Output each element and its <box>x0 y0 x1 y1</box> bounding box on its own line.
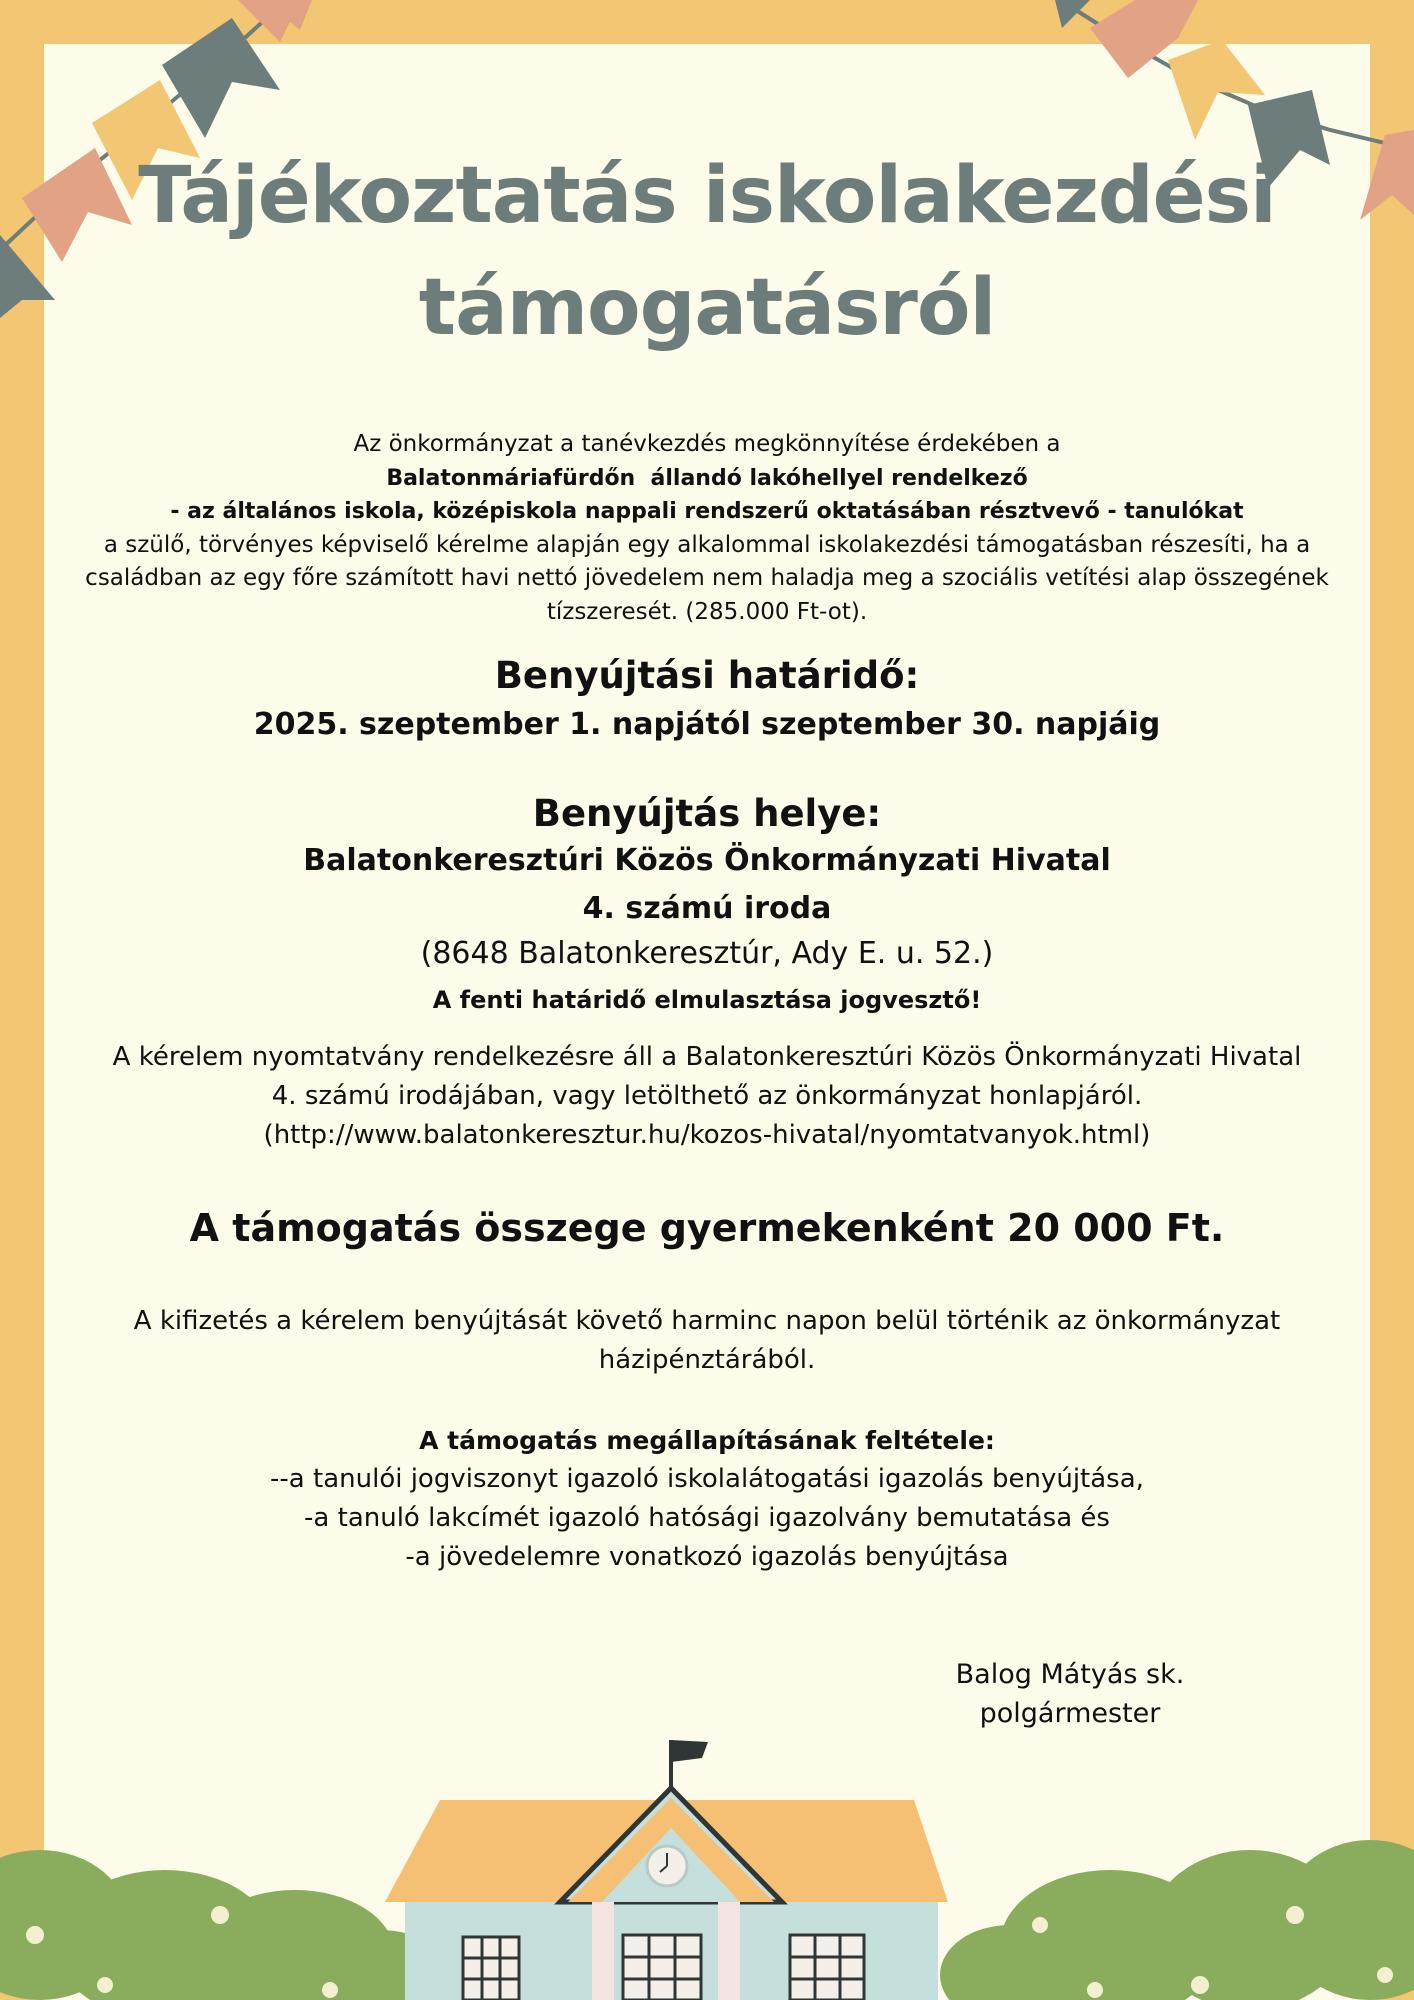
flag-icon <box>671 1740 708 1762</box>
intro-line: családban az egy főre számított havi nettó jövedelem nem haladja meg a szociális vetítési alap összegének <box>85 565 1329 591</box>
conditions <box>44 1421 1370 1577</box>
window-icon <box>790 1935 864 2000</box>
intro-line-bold: - az általános iskola, középiskola nappali rendszerű oktatásában résztvevő - tanulókat <box>170 499 1244 524</box>
school-building-icon <box>385 1740 948 2000</box>
form-availability <box>44 1038 1370 1155</box>
condition-item: --a tanulói jogviszonyt igazoló iskolalátogatási igazolás benyújtása, <box>270 1464 1144 1494</box>
window-icon <box>623 1935 701 2000</box>
signature-name: Balog Mátyás sk. <box>955 1659 1185 1690</box>
place-address: (8648 Balatonkeresztúr, Ady E. u. 52.) <box>420 936 994 971</box>
payment-line: A kifizetés a kérelem benyújtását követő harminc napon belül történik az önkormányzat <box>133 1306 1281 1336</box>
place-office: Balatonkeresztúri Közös Önkormányzati Hivatal <box>303 843 1111 878</box>
condition-item: -a jövedelemre vonatkozó igazolás benyújtása <box>405 1542 1009 1572</box>
deadline-date: 2025. szeptember 1. napjától szeptember 30. napjáig <box>253 707 1161 742</box>
signature <box>890 1655 1250 1733</box>
intro-line-bold: Balatonmáriafürdőn állandó lakóhellyel rendelkező <box>386 465 1028 491</box>
page-title <box>44 140 1370 364</box>
title-line: támogatásról <box>418 263 996 353</box>
deadline-warning: A fenti határidő elmulasztása jogvesztő! <box>432 986 982 1014</box>
deadline-heading: Benyújtási határidő: <box>494 654 920 697</box>
intro-paragraph <box>44 428 1370 629</box>
title-line: Tájékoztatás iskolakezdési <box>138 151 1276 241</box>
signature-role: polgármester <box>979 1698 1161 1729</box>
intro-line: tízszeresét. (285.000 Ft-ot). <box>546 598 868 625</box>
condition-item: -a tanuló lakcímét igazoló hatósági igazolvány bemutatása és <box>304 1503 1110 1533</box>
conditions-heading: A támogatás megállapításának feltétele: <box>419 1426 995 1455</box>
place-room: 4. számú iroda <box>582 891 832 926</box>
form-line: 4. számú irodájában, vagy letölthető az önkormányzat honlapjáról. <box>271 1081 1143 1111</box>
window-icon <box>463 1937 519 2000</box>
payment-info <box>44 1302 1370 1380</box>
intro-line: Az önkormányzat a tanévkezdés megkönnyítése érdekében a <box>353 431 1061 457</box>
place-heading: Benyújtás helye: <box>532 792 882 835</box>
intro-line: a szülő, törvényes képviselő kérelme alapján egy alkalommal iskolakezdési támogatásban részesíti, ha a <box>103 531 1311 558</box>
support-amount: A támogatás összege gyermekenként 20 000 Ft. <box>189 1206 1225 1250</box>
form-url: (http://www.balatonkeresztur.hu/kozos-hivatal/nyomtatvanyok.html) <box>263 1120 1151 1150</box>
form-line: A kérelem nyomtatvány rendelkezésre áll a Balatonkeresztúri Közös Önkormányzati Hivatal <box>112 1042 1302 1072</box>
payment-line: házipénztárából. <box>598 1345 816 1375</box>
